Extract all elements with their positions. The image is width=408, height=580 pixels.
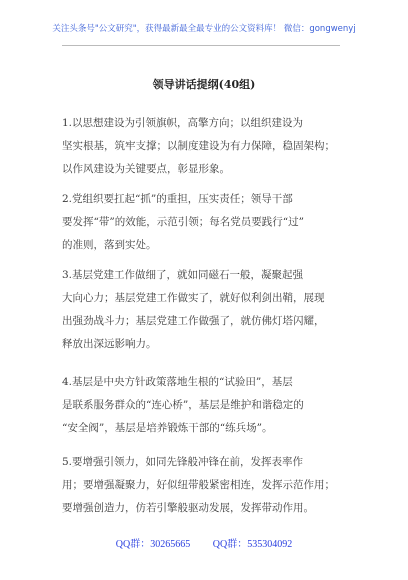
document-title: 领导讲话提纲(40组) [152,78,256,91]
paragraph-line: 2.党组织要扛起“抓”的重担，压实责任；领导干部 [62,193,293,205]
page-header-notice: 关注头条号"公文研究"，获得最新最全最专业的公文资料库！ 微信：gongwenyj [52,24,356,34]
paragraph-line: 要增强创造力，仿若引擎般驱动发展，发挥带动作用。 [62,502,314,514]
footer-qq-group-1: QQ群：30265665 [115,539,191,550]
paragraph-line: 出强劲战斗力；基层党建工作做强了，就仿佛灯塔闪耀， [62,315,325,327]
paragraph-line: 1.以思想建设为引领旗帜，高擎方向；以组织建设为 [62,117,304,129]
paragraph-line: 用；要增强凝聚力，好似纽带般紧密相连，发挥示范作用； [62,479,335,491]
paragraph-line: 释放出深远影响力。 [62,338,157,350]
paragraph-3 [62,264,344,356]
paragraph-line: 5.要增强引领力，如同先锋般冲锋在前，发挥表率作 [62,456,304,468]
paragraph-line: 大向心力；基层党建工作做实了，就好似利剑出鞘，展现 [62,292,325,304]
header-divider [62,45,340,46]
paragraph-line: 是联系服务群众的“连心桥”，基层是维护和谐稳定的 [62,399,304,411]
paragraph-line: 3.基层党建工作做细了，就如同磁石一般，凝聚起强 [62,269,304,281]
paragraph-1 [62,112,344,181]
paragraph-line: 的准则，落到实处。 [62,239,157,251]
paragraph-line: 4.基层是中央方针政策落地生根的“试验田”，基层 [62,376,293,388]
paragraph-line: 坚实根基，筑牢支撑；以制度建设为有力保障，稳固架构； [62,140,335,152]
paragraph-4 [62,371,344,440]
paragraph-2 [62,188,344,257]
page-footer [0,535,408,550]
paragraph-line: 以作风建设为关键要点，彰显形象。 [62,163,230,175]
footer-qq-group-2: QQ群：535304092 [212,539,293,550]
paragraph-line: “安全阀”，基层是培养锻炼干部的“练兵场”。 [62,422,273,434]
paragraph-line: 要发挥“带”的效能，示范引领；每名党员要践行“过” [62,216,304,228]
paragraph-5 [62,451,344,520]
